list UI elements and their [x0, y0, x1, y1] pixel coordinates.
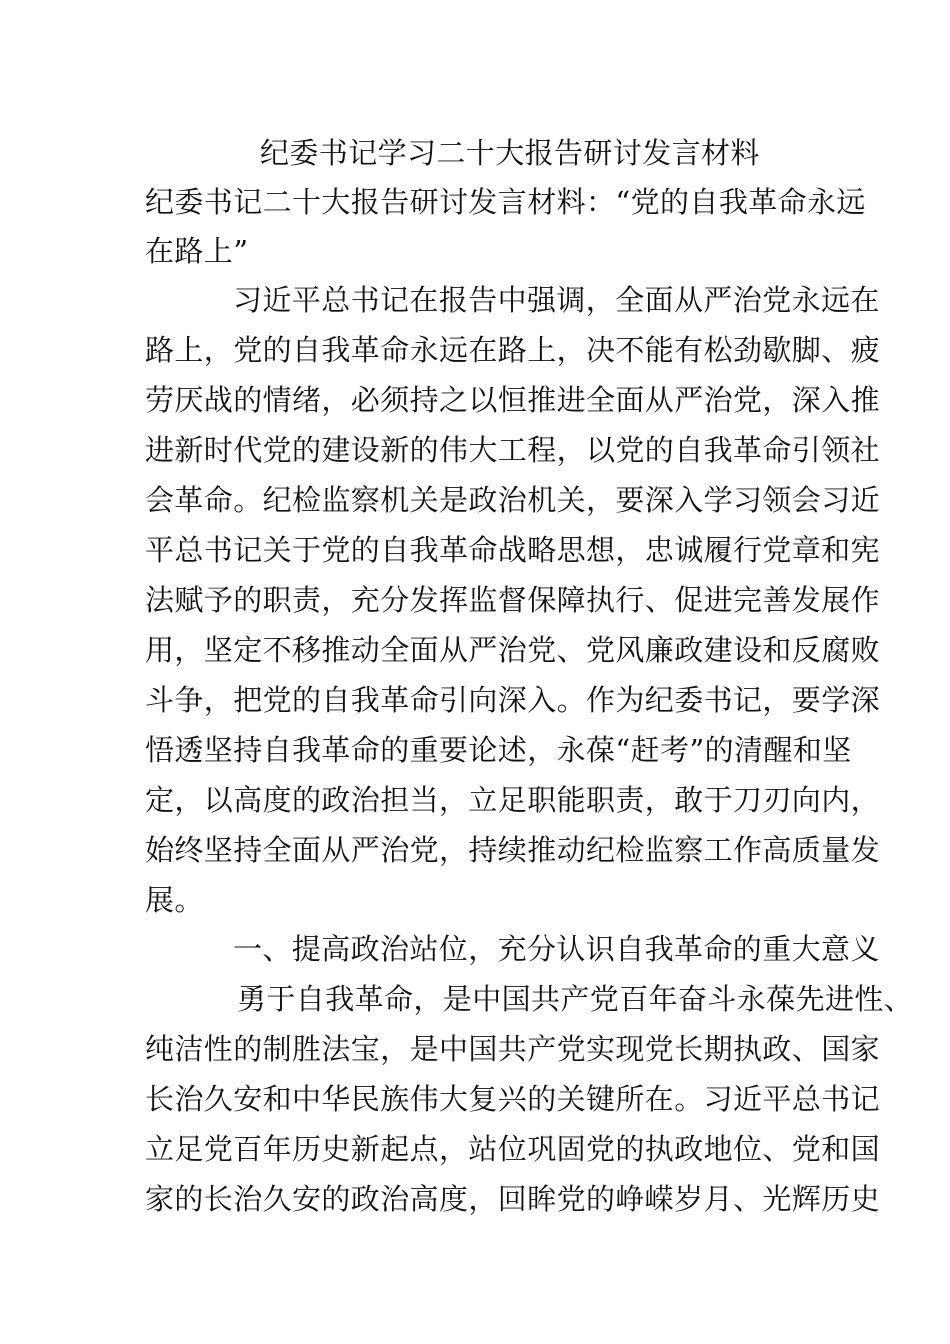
paragraph-line: 展。	[145, 883, 204, 917]
paragraph-line: 纯洁性的制胜法宝，是中国共产党实现党长期执政、国家	[145, 1032, 881, 1066]
paragraph-line: 路上，党的自我革命永远在路上，决不能有松劲歇脚、疲	[145, 333, 881, 367]
paragraph-line: 家的长治久安的政治高度，回眸党的峥嵘岁月、光辉历史	[145, 1182, 881, 1216]
paragraph-line: 进新时代党的建设新的伟大工程，以党的自我革命引领社	[145, 433, 881, 467]
paragraph-line: 长治久安和中华民族伟大复兴的关键所在。习近平总书记	[145, 1082, 881, 1116]
paragraph-line: 悟透坚持自我革命的重要论述，永葆“赶考”的清醒和坚	[145, 733, 852, 767]
paragraph-line: 平总书记关于党的自我革命战略思想，忠诚履行党章和宪	[145, 533, 881, 567]
paragraph-line: 斗争，把党的自我革命引向深入。作为纪委书记，要学深	[145, 683, 881, 717]
paragraph-line: 定，以高度的政治担当，立足职能职责，敢于刀刃向内，	[145, 783, 881, 817]
subtitle-line: 在路上”	[145, 234, 249, 268]
document-title: 纪委书记学习二十大报告研讨发言材料	[260, 136, 760, 170]
paragraph-line: 立足党百年历史新起点，站位巩固党的执政地位、党和国	[145, 1132, 881, 1166]
paragraph-line: 始终坚持全面从严治党，持续推动纪检监察工作高质量发	[145, 833, 881, 867]
subtitle-line: 纪委书记二十大报告研讨发言材料：“党的自我革命永远	[145, 185, 866, 219]
section-heading: 一、提高政治站位，充分认识自我革命的重大意义	[233, 932, 880, 966]
paragraph-line: 法赋予的职责，充分发挥监督保障执行、促进完善发展作	[145, 583, 881, 617]
paragraph-line: 劳厌战的情绪，必须持之以恒推进全面从严治党，深入推	[145, 383, 881, 417]
paragraph-line: 用，坚定不移推动全面从严治党、党风廉政建设和反腐败	[145, 633, 881, 667]
paragraph-line: 习近平总书记在报告中强调，全面从严治党永远在	[233, 283, 880, 317]
paragraph-line: 会革命。纪检监察机关是政治机关，要深入学习领会习近	[145, 483, 881, 517]
paragraph-line: 勇于自我革命，是中国共产党百年奋斗永葆先进性、	[237, 982, 914, 1016]
